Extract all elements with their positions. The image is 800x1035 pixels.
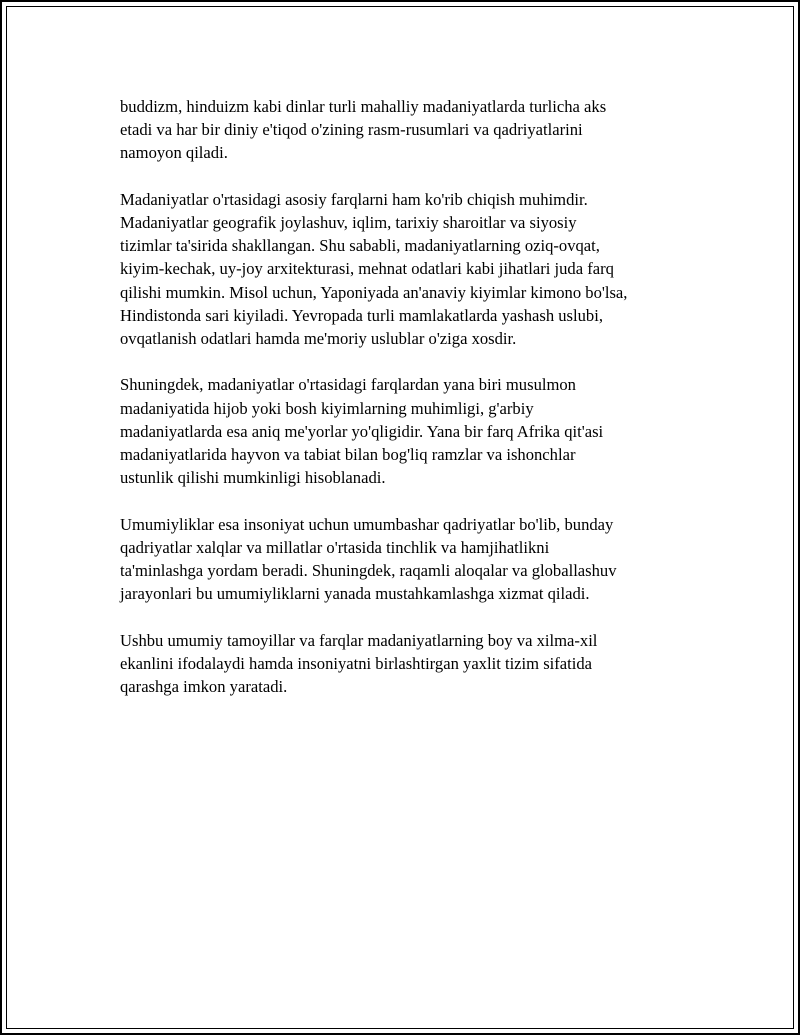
text-line: ta'minlashga yordam beradi. Shuningdek, raqamli aloqalar va globallashuv <box>120 561 617 581</box>
text-line: Shuningdek, madaniyatlar o'rtasidagi farqlardan yana biri musulmon <box>120 375 576 395</box>
paragraph-2 <box>120 188 695 350</box>
text-line: qarashga imkon yaratadi. <box>120 677 288 697</box>
text-line: qilishi mumkin. Misol uchun, Yaponiyada an'anaviy kiyimlar kimono bo'lsa, <box>120 282 628 302</box>
text-line: buddizm, hinduizm kabi dinlar turli mahalliy madaniyatlarda turlicha aks <box>120 97 607 116</box>
text-line: madaniyatlarda esa aniq me'yorlar yo'qligidir. Yana bir farq Afrika qit'asi <box>120 421 604 441</box>
text-line: tizimlar ta'sirida shakllangan. Shu sababli, madaniyatlarning oziq-ovqat, <box>120 236 600 256</box>
text-line: Hindistonda sari kiyiladi. Yevropada turli mamlakatlarda yashash uslubi, <box>120 305 603 325</box>
paragraph-1 <box>120 95 695 165</box>
text-line: jarayonlari bu umumiyliklarni yanada mustahkamlashga xizmat qiladi. <box>120 584 590 604</box>
text-line: Umumiyliklar esa insoniyat uchun umumbashar qadriyatlar bo'lib, bunday <box>120 514 614 534</box>
paragraph-4 <box>120 513 695 606</box>
text-line: Madaniyatlar o'rtasidagi asosiy farqlarni ham ko'rib chiqish muhimdir. <box>120 189 588 209</box>
text-line: etadi va har bir diniy e'tiqod o'zining rasm-rusumlari va qadriyatlarini <box>120 120 583 140</box>
paragraph-3 <box>120 373 695 489</box>
text-line: qadriyatlar xalqlar va millatlar o'rtasida tinchlik va hamjihatlikni <box>120 537 550 557</box>
text-line: namoyon qiladi. <box>120 143 228 163</box>
text-line: madaniyatida hijob yoki bosh kiyimlarning muhimligi, g'arbiy <box>120 398 534 418</box>
text-line: Ushbu umumiy tamoyillar va farqlar madaniyatlarning boy va xilma-xil <box>120 630 598 650</box>
paragraph-5 <box>120 629 695 699</box>
document-body <box>120 95 695 721</box>
text-line: Madaniyatlar geografik joylashuv, iqlim, tarixiy sharoitlar va siyosiy <box>120 213 577 232</box>
text-line: ekanlini ifodalaydi hamda insoniyatni birlashtirgan yaxlit tizim sifatida <box>120 653 593 673</box>
text-line: madaniyatlarida hayvon va tabiat bilan bog'liq ramzlar va ishonchlar <box>120 445 576 465</box>
text-line: kiyim-kechak, uy-joy arxitekturasi, mehnat odatlari kabi jihatlari juda farq <box>120 259 614 279</box>
text-line: ovqatlanish odatlari hamda me'moriy uslublar o'ziga xosdir. <box>120 329 517 349</box>
text-line: ustunlik qilishi mumkinligi hisoblanadi. <box>120 468 386 488</box>
